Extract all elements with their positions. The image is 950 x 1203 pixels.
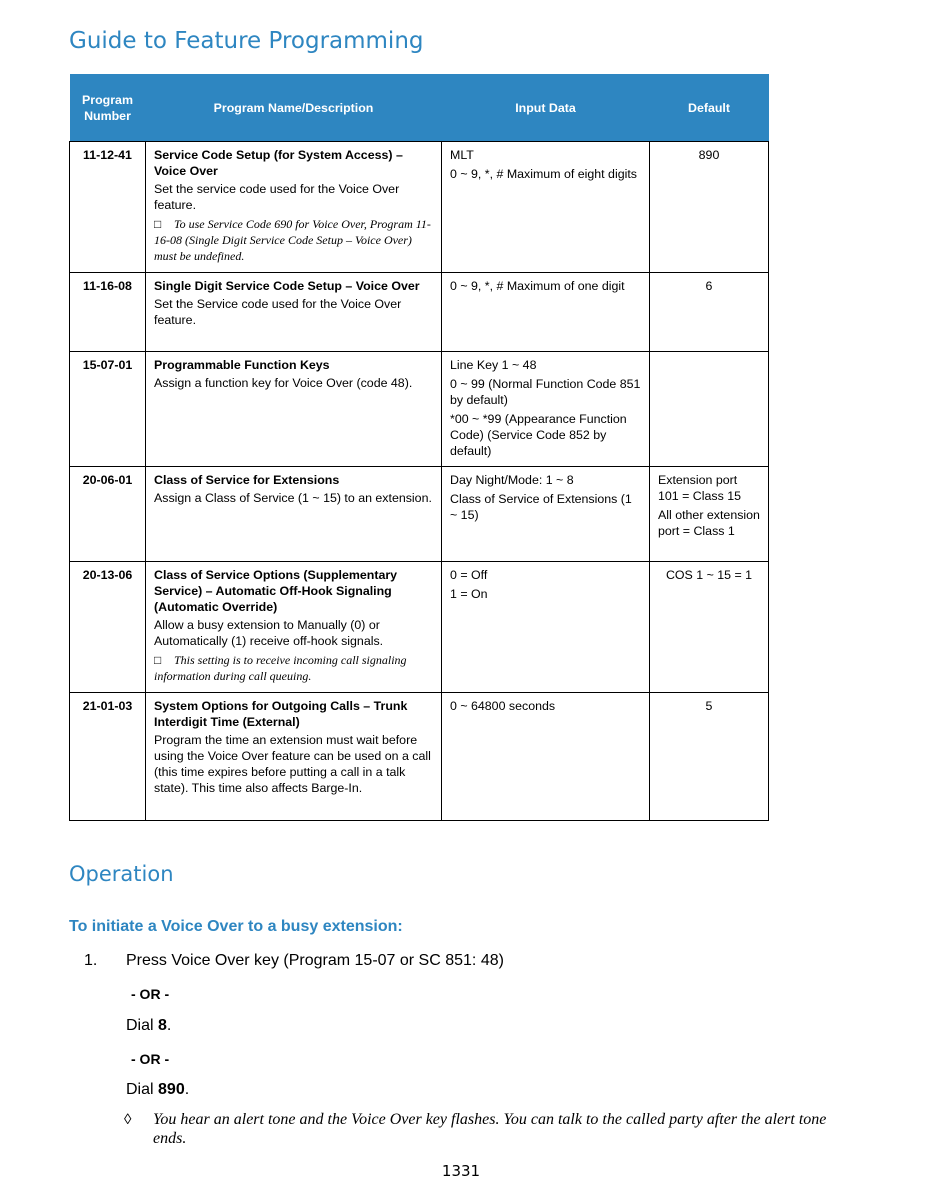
input-line: MLT [450,148,474,162]
program-description-cell [146,273,442,352]
default-value: 5 [705,699,713,713]
input-data-cell [442,352,650,467]
program-description: Assign a function key for Voice Over (code 48). [154,376,413,390]
program-number: 11-12-41 [70,142,146,273]
header-program-name: Program Name/Description [146,74,442,142]
header-input-data: Input Data [442,74,650,142]
input-line: 0 ~ 99 (Normal Function Code 851 by default) [450,377,641,407]
table-row [70,562,769,693]
default-cell [650,467,769,562]
default-cell [650,352,769,467]
default-value: All other extension port = Class 1 [658,508,760,538]
program-description-cell [146,352,442,467]
program-note-text: To use Service Code 690 for Voice Over, Program 11-16-08 (Single Digit Service Code Setup – Voice Over) must be undefined. [154,217,431,263]
input-line: Day Night/Mode: 1 ~ 8 [450,473,574,487]
default-cell [650,142,769,273]
diamond-bullet-icon: ◊ [124,1111,132,1128]
dial-option [126,1081,189,1099]
input-data-cell [442,693,650,821]
table-header-row [70,74,769,142]
program-description: Set the service code used for the Voice Over feature. [154,182,400,212]
dial-code: 890 [158,1081,185,1098]
or-separator: - OR - [131,986,170,1002]
input-line: 0 ~ 9, *, # Maximum of one digit [450,279,625,293]
or-separator: - OR - [131,1051,170,1067]
program-description-cell [146,562,442,693]
dial-option [126,1017,171,1035]
program-description-cell [146,467,442,562]
dial-label: Dial [126,1081,154,1098]
page-heading: Guide to Feature Programming [69,28,424,54]
header-default: Default [650,74,769,142]
table-row [70,467,769,562]
program-number: 11-16-08 [70,273,146,352]
step-number: 1. [84,952,98,969]
program-note [154,652,433,684]
dial-code: 8 [158,1017,167,1034]
program-description: Set the Service code used for the Voice Over feature. [154,297,402,327]
table-row [70,273,769,352]
page-number: 1331 [441,1162,481,1180]
table-row [70,142,769,273]
program-description: Allow a busy extension to Manually (0) or Automatically (1) receive off-hook signals. [154,618,384,648]
step-text: Press Voice Over key (Program 15-07 or SC 851: 48) [126,952,504,969]
input-line: 0 ~ 64800 seconds [450,699,556,713]
input-line: Class of Service of Extensions (1 ~ 15) [450,492,632,522]
input-line: 0 ~ 9, *, # Maximum of eight digits [450,167,637,181]
program-name: Single Digit Service Code Setup – Voice Over [154,279,420,293]
program-name: Class of Service Options (Supplementary Service) – Automatic Off-Hook Signaling (Automatic Override) [154,568,398,614]
program-table [69,74,769,821]
input-data-cell [442,562,650,693]
section-title-operation: Operation [69,862,174,886]
program-number: 15-07-01 [70,352,146,467]
program-name: Service Code Setup (for System Access) – Voice Over [154,148,403,178]
note-icon: □ [154,217,162,231]
input-data-cell [442,142,650,273]
program-number: 20-13-06 [70,562,146,693]
dial-period: . [184,1081,190,1098]
default-value: COS 1 ~ 15 = 1 [665,568,753,582]
program-name: Programmable Function Keys [154,358,330,372]
input-line: Line Key 1 ~ 48 [450,358,537,372]
default-cell [650,273,769,352]
program-description-cell [146,142,442,273]
program-note [154,216,433,264]
procedure-title: To initiate a Voice Over to a busy extension: [69,918,403,935]
default-cell [650,562,769,693]
program-number: 20-06-01 [70,467,146,562]
note-icon: □ [154,653,162,667]
program-description: Program the time an extension must wait before using the Voice Over feature can be used on a call (this time expires before putting a call in a talk state). This time also affects Barge-In. [154,733,431,795]
program-name: System Options for Outgoing Calls – Trunk Interdigit Time (External) [154,699,408,729]
header-program-number: Program Number [70,74,146,142]
program-number: 21-01-03 [70,693,146,821]
input-line: *00 ~ *99 (Appearance Function Code) (Service Code 852 by default) [450,412,627,458]
program-name: Class of Service for Extensions [154,473,340,487]
program-description-cell [146,693,442,821]
dial-period: . [166,1017,172,1034]
program-note-text: This setting is to receive incoming call signaling information during call queuing. [154,653,407,683]
dial-label: Dial [126,1017,154,1034]
input-line: 1 = On [450,587,488,601]
program-description: Assign a Class of Service (1 ~ 15) to an extension. [154,491,432,505]
table-row [70,352,769,467]
default-value: 890 [698,148,720,162]
default-value: Extension port 101 = Class 15 [658,473,742,503]
input-data-cell [442,273,650,352]
result-text: You hear an alert tone and the Voice Over key flashes. You can talk to the called party after the alert tone ends. [153,1111,827,1147]
table-row [70,693,769,821]
input-line: 0 = Off [450,568,488,582]
default-cell [650,693,769,821]
input-data-cell [442,467,650,562]
default-value: 6 [705,279,713,293]
